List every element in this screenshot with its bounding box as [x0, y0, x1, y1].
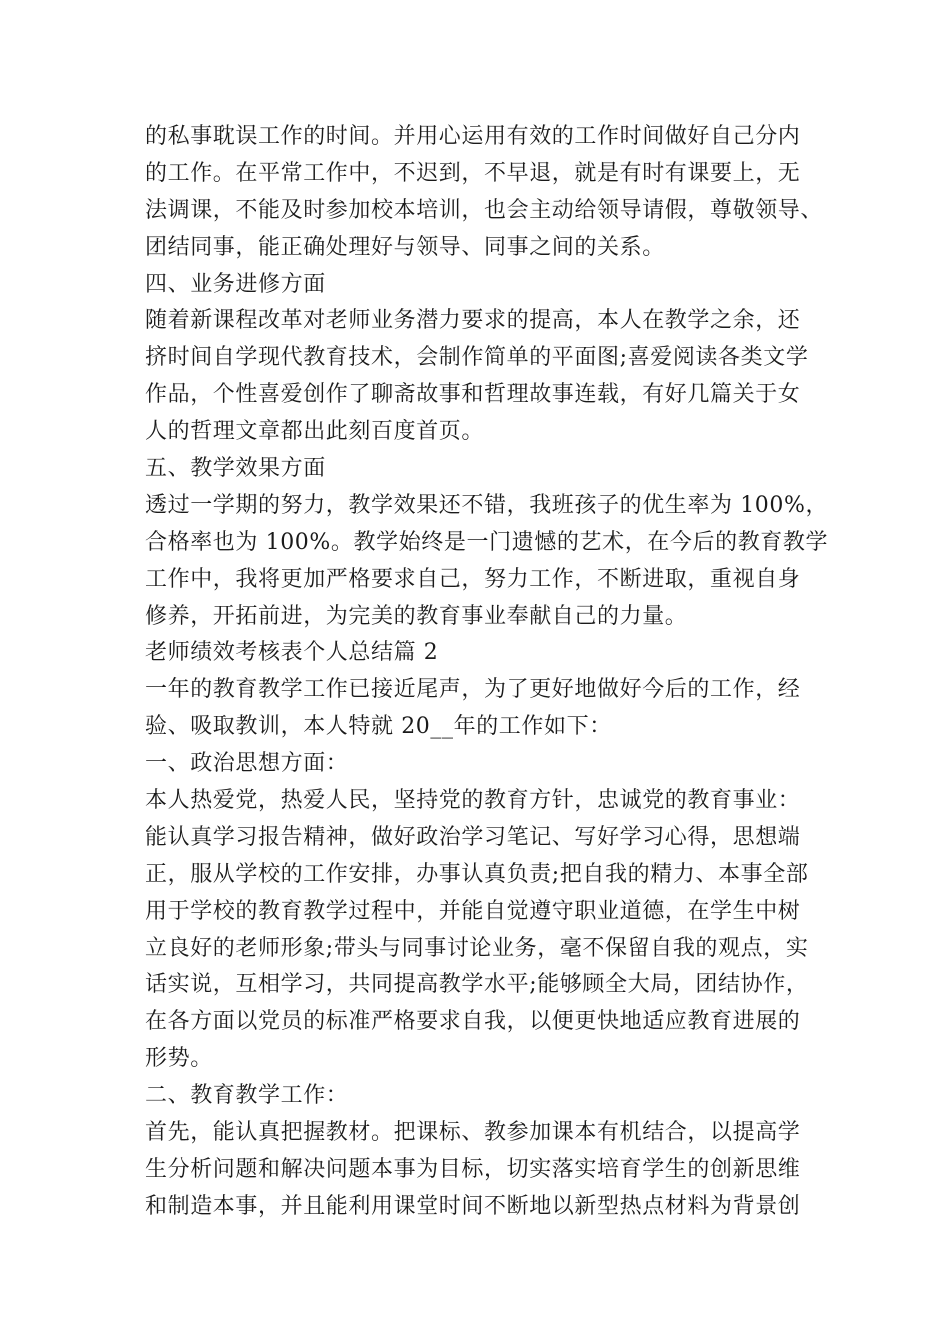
text-line: 挤时间自学现代教育技术，会制作简单的平面图;喜爱阅读各类文学: [145, 345, 809, 371]
text-line: 形势。: [145, 1046, 213, 1072]
text-line: 修养，开拓前进，为完美的教育事业奉献自己的力量。: [145, 603, 688, 629]
text-line: 和制造本事，并且能利用课堂时间不断地以新型热点材料为背景创: [145, 1193, 801, 1219]
text-line: 透过一学期的努力，教学效果还不错，我班孩子的优生率为 100%，: [145, 492, 829, 518]
text-line: 本人热爱党，热爱人民，坚持党的教育方针，忠诚党的教育事业：: [145, 788, 801, 814]
text-line: 正，服从学校的工作安排，办事认真负责;把自我的精力、本事全部: [145, 861, 809, 887]
article-title: 老师绩效考核表个人总结篇 2: [145, 640, 439, 666]
text-line: 在各方面以党员的标准严格要求自我，以便更快地适应教育进展的: [145, 1009, 801, 1035]
text-line: 立良好的老师形象;带头与同事讨论业务，毫不保留自我的观点，实: [145, 935, 809, 961]
text-line: 生分析问题和解决问题本事为目标，切实落实培育学生的创新思维: [145, 1156, 801, 1182]
document-body: [145, 119, 829, 1226]
section-heading: 二、教育教学工作：: [145, 1083, 349, 1109]
section-heading: 四、业务进修方面: [145, 271, 326, 297]
text-line: 合格率也为 100%。教学始终是一门遗憾的艺术，在今后的教育教学: [145, 529, 829, 555]
text-line: 作品，个性喜爱创作了聊斋故事和哲理故事连载，有好几篇关于女: [145, 382, 801, 408]
text-line: 的私事耽误工作的时间。并用心运用有效的工作时间做好自己分内: [145, 124, 801, 149]
section-heading: 一、政治思想方面：: [145, 751, 349, 777]
text-line: 话实说，互相学习，共同提高教学水平;能够顾全大局，团结协作，: [145, 972, 809, 998]
text-line: 随着新课程改革对老师业务潜力要求的提高，本人在教学之余，还: [145, 308, 801, 334]
text-line: 法调课，不能及时参加校本培训，也会主动给领导请假，尊敬领导、: [145, 197, 824, 223]
text-line: 一年的教育教学工作已接近尾声，为了更好地做好今后的工作，经: [145, 677, 801, 703]
text-line: 人的哲理文章都出此刻百度首页。: [145, 419, 485, 445]
section-heading: 五、教学效果方面: [145, 456, 326, 482]
text-line: 的工作。在平常工作中，不迟到，不早退，就是有时有课要上，无: [145, 160, 801, 186]
text-line: 团结同事，能正确处理好与领导、同事之间的关系。: [145, 234, 665, 260]
text-line: 首先，能认真把握教材。把课标、教参加课本有机结合，以提高学: [145, 1120, 801, 1146]
text-line: 验、吸取教训，本人特就 20__年的工作如下：: [145, 714, 612, 740]
text-line: 工作中，我将更加严格要求自己，努力工作，不断进取，重视自身: [145, 566, 801, 592]
text-line: 能认真学习报告精神，做好政治学习笔记、写好学习心得，思想端: [145, 824, 801, 850]
text-line: 用于学校的教育教学过程中，并能自觉遵守职业道德，在学生中树: [145, 898, 801, 924]
